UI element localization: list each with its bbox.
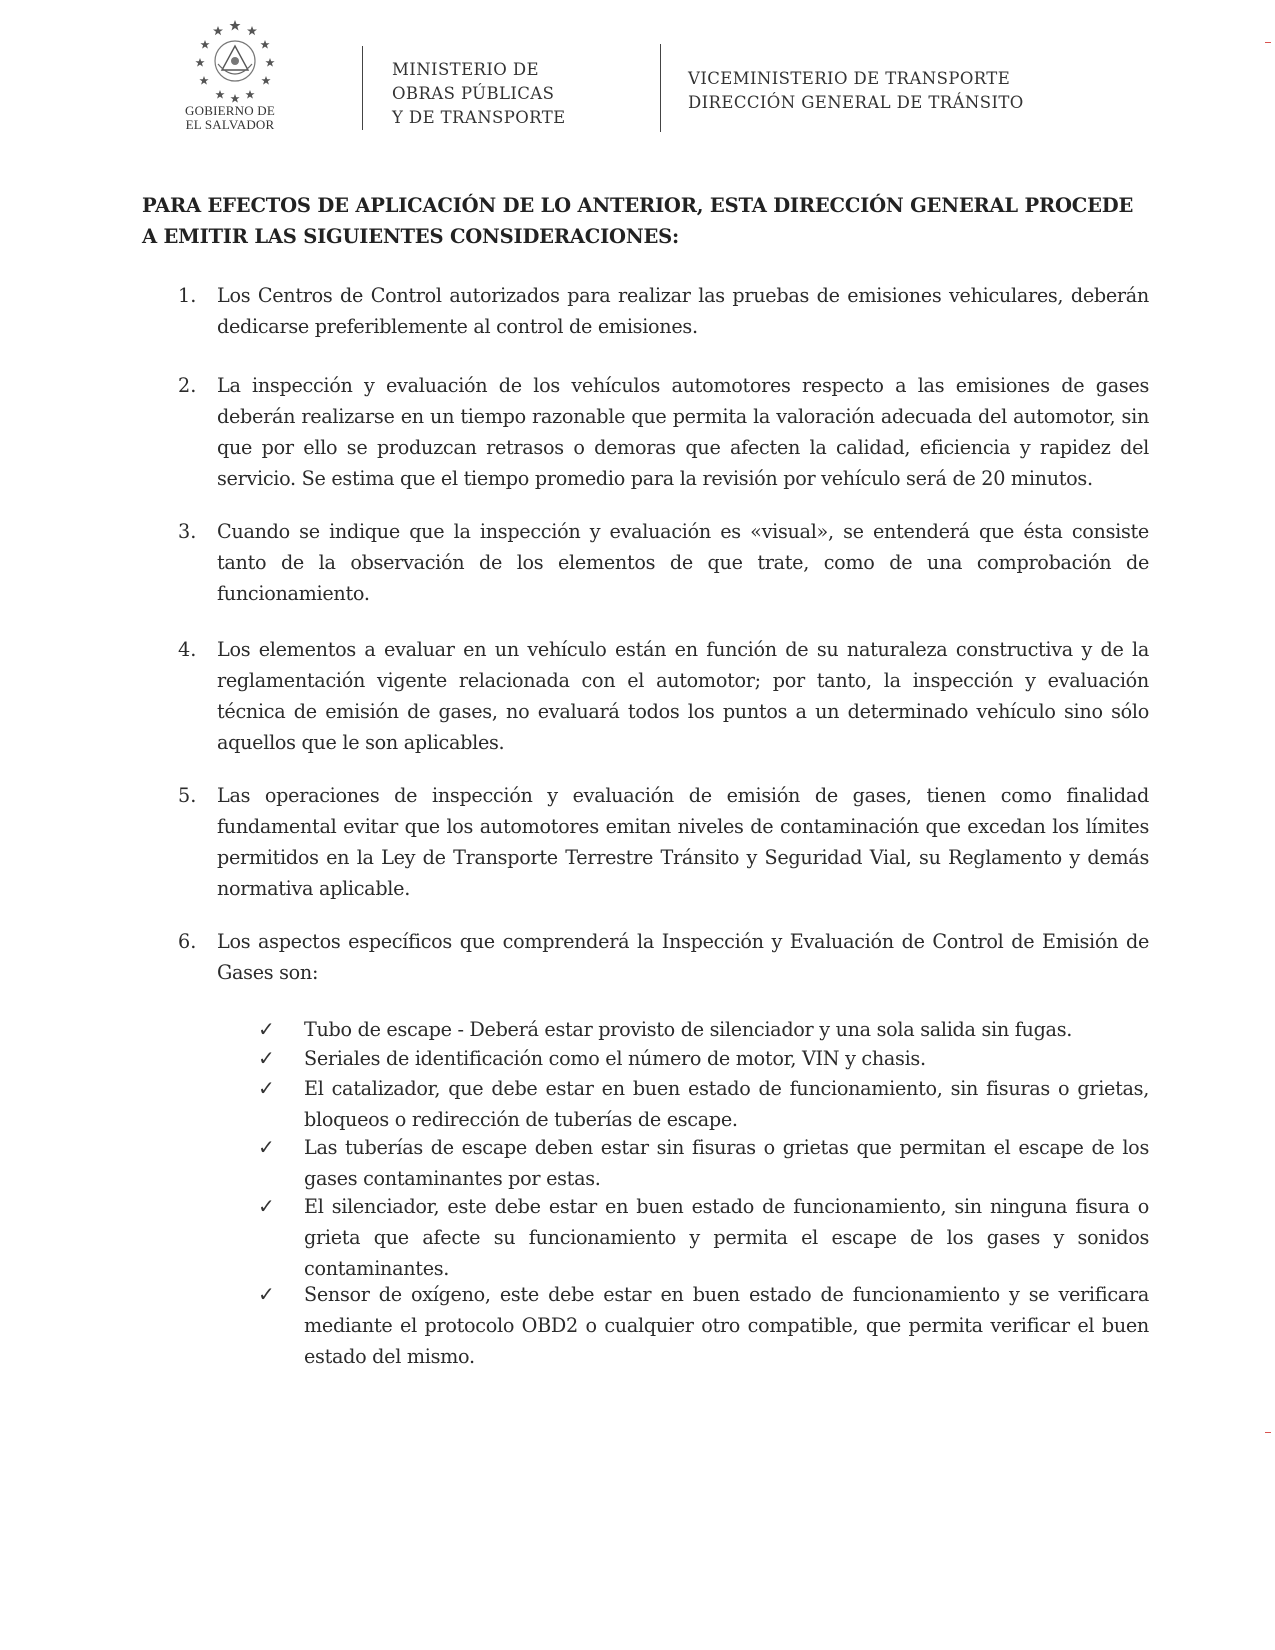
list-item: Los Centros de Control autorizados para realizar las pruebas de emisiones vehiculares, deberán dedicarse preferiblemente al control de emisiones. bbox=[217, 284, 1149, 338]
item-number: 5. bbox=[178, 784, 197, 807]
scan-artifact bbox=[1265, 42, 1271, 43]
header-divider bbox=[362, 46, 363, 130]
letterhead bbox=[0, 0, 1275, 150]
checklist-item: Sensor de oxígeno, este debe estar en buen estado de funcionamiento y se verificara mediante el protocolo OBD2 o cualquier otro compatible, que permita verificar el buen estado del mismo. bbox=[304, 1283, 1149, 1368]
vice-ministry-line2: DIRECCIÓN GENERAL DE TRÁNSITO bbox=[688, 93, 1024, 112]
list-item: La inspección y evaluación de los vehículos automotores respecto a las emisiones de gases deberán realizarse en un tiempo razonable que permita la valoración adecuada del automotor, sin que por ello se produzcan retrasos o demoras que afecten la calidad, eficiencia y rapidez del servicio. Se estima que el tiempo promedio para la revisión por vehículo será de 20 minutos. bbox=[217, 374, 1149, 490]
government-name bbox=[170, 104, 290, 132]
ministry-line1: MINISTERIO DE bbox=[392, 60, 539, 79]
checkmark-icon: ✓ bbox=[258, 1046, 275, 1070]
list-item: Los aspectos específicos que comprenderá la Inspección y Evaluación de Control de Emisión de Gases son: bbox=[217, 930, 1149, 984]
checklist-item: Las tuberías de escape deben estar sin fisuras o grietas que permitan el escape de los gases contaminantes por estas. bbox=[304, 1136, 1149, 1190]
list-item: Los elementos a evaluar en un vehículo están en función de su naturaleza constructiva y de la reglamentación vigente relacionada con el automotor; por tanto, la inspección y evaluación técnica de emisión de gases, no evaluará todos los puntos a un determinado vehículo sino sólo aquellos que le son aplicables. bbox=[217, 638, 1149, 754]
item-number: 2. bbox=[178, 374, 197, 397]
coat-of-arms-icon bbox=[190, 18, 280, 108]
checkmark-icon: ✓ bbox=[258, 1282, 275, 1306]
government-name-line2: EL SALVADOR bbox=[185, 117, 275, 132]
item-number: 6. bbox=[178, 930, 197, 953]
checkmark-icon: ✓ bbox=[258, 1017, 275, 1041]
checklist-item: El silenciador, este debe estar en buen estado de funcionamiento, sin ninguna fisura o grieta que afecte su funcionamiento y permita el escape de los gases y sonidos contaminantes. bbox=[304, 1195, 1149, 1280]
list-item: Cuando se indique que la inspección y evaluación es «visual», se entenderá que ésta consiste tanto de la observación de los elementos de que trate, como de una comprobación de funcionamiento. bbox=[217, 520, 1149, 605]
checklist-item: El catalizador, que debe estar en buen estado de funcionamiento, sin fisuras o grietas, bloqueos o redirección de tuberías de escape. bbox=[304, 1077, 1149, 1131]
ministry-line2: OBRAS PÚBLICAS bbox=[392, 84, 555, 103]
ministry-line3: Y DE TRANSPORTE bbox=[392, 108, 566, 127]
list-item: Las operaciones de inspección y evaluación de emisión de gases, tienen como finalidad fundamental evitar que los automotores emitan niveles de contaminación que excedan los límites permitidos en la Ley de Transporte Terrestre Tránsito y Seguridad Vial, su Reglamento y demás normativa aplicable. bbox=[217, 784, 1149, 900]
ministry-name bbox=[392, 58, 566, 130]
checkmark-icon: ✓ bbox=[258, 1076, 275, 1100]
checkmark-icon: ✓ bbox=[258, 1194, 275, 1218]
header-divider bbox=[660, 44, 661, 132]
vice-ministry-line1: VICEMINISTERIO DE TRANSPORTE bbox=[688, 69, 1011, 88]
government-name-line1: GOBIERNO DE bbox=[185, 103, 275, 118]
item-number: 3. bbox=[178, 520, 197, 543]
checklist-item: Tubo de escape - Deberá estar provisto de silenciador y una sola salida sin fugas. bbox=[304, 1018, 1073, 1041]
scan-artifact bbox=[1265, 1432, 1271, 1433]
checkmark-icon: ✓ bbox=[258, 1135, 275, 1159]
section-heading: PARA EFECTOS DE APLICACIÓN DE LO ANTERIOR, ESTA DIRECCIÓN GENERAL PROCEDE A EMITIR LAS SIGUIENTES CONSIDERACIONES: bbox=[142, 194, 1134, 248]
vice-ministry-name bbox=[688, 67, 1024, 115]
item-number: 4. bbox=[178, 638, 197, 661]
item-number: 1. bbox=[178, 284, 197, 307]
checklist-item: Seriales de identificación como el número de motor, VIN y chasis. bbox=[304, 1047, 926, 1070]
